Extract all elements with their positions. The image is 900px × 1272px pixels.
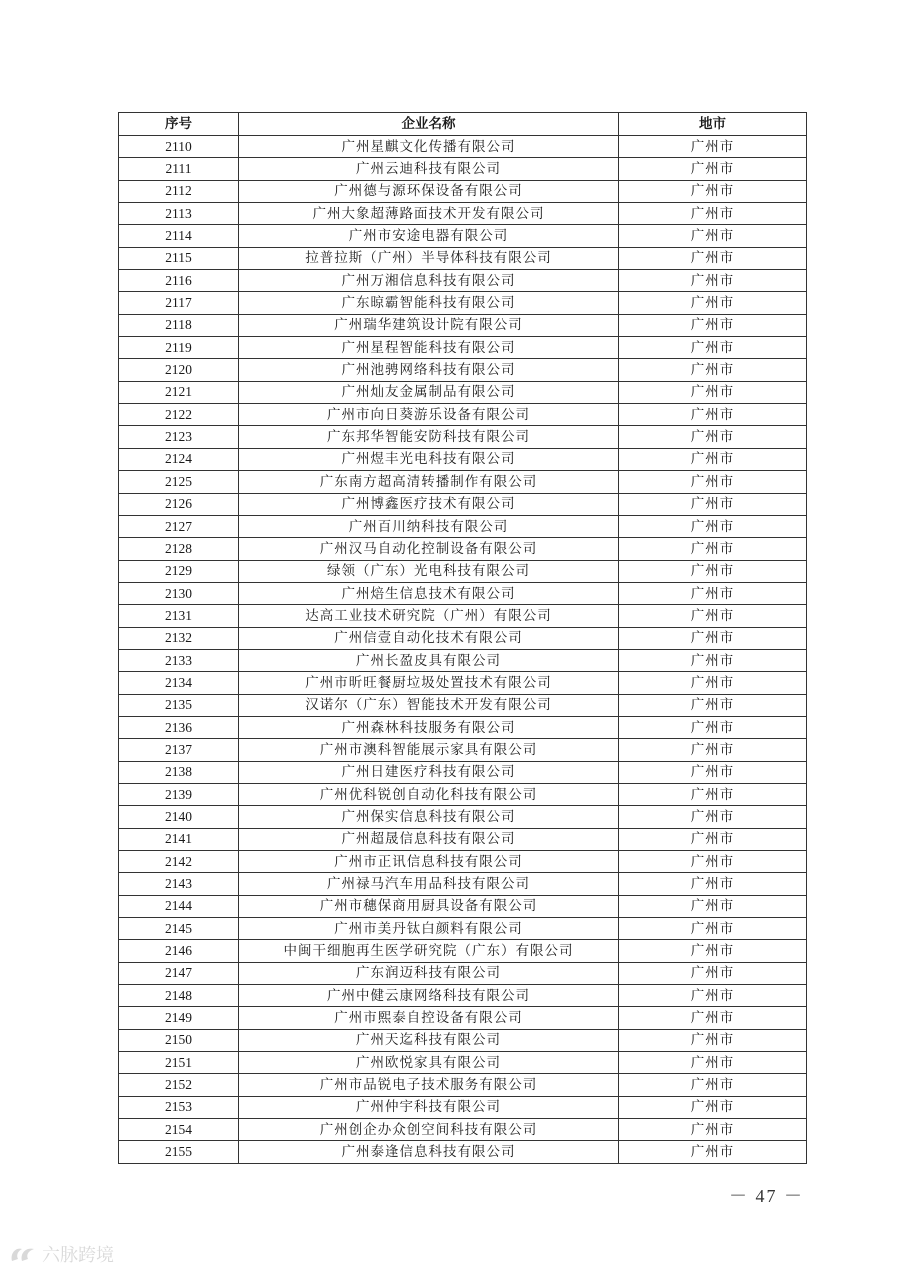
row-city: 广州市	[619, 582, 807, 604]
row-city: 广州市	[619, 828, 807, 850]
row-seq: 2130	[119, 582, 239, 604]
row-seq: 2132	[119, 627, 239, 649]
table-row	[119, 806, 807, 828]
row-seq: 2116	[119, 270, 239, 292]
row-seq: 2137	[119, 739, 239, 761]
row-company-name: 广东邦华智能安防科技有限公司	[239, 426, 619, 448]
row-seq: 2142	[119, 851, 239, 873]
row-seq: 2150	[119, 1029, 239, 1051]
row-city: 广州市	[619, 918, 807, 940]
row-city: 广州市	[619, 471, 807, 493]
row-company-name: 广州灿友金属制品有限公司	[239, 381, 619, 403]
row-city: 广州市	[619, 158, 807, 180]
row-city: 广州市	[619, 985, 807, 1007]
row-seq: 2129	[119, 560, 239, 582]
row-company-name: 广州市美丹钛白颜料有限公司	[239, 918, 619, 940]
row-city: 广州市	[619, 649, 807, 671]
row-seq: 2131	[119, 605, 239, 627]
table-row	[119, 136, 807, 158]
table-row	[119, 649, 807, 671]
row-seq: 2118	[119, 314, 239, 336]
row-city: 广州市	[619, 694, 807, 716]
row-company-name: 广州天迄科技有限公司	[239, 1029, 619, 1051]
row-company-name: 广州万湘信息科技有限公司	[239, 270, 619, 292]
row-seq: 2127	[119, 515, 239, 537]
table-row	[119, 1007, 807, 1029]
row-company-name: 广州市向日葵游乐设备有限公司	[239, 404, 619, 426]
table-row	[119, 828, 807, 850]
row-company-name: 广州汉马自动化控制设备有限公司	[239, 538, 619, 560]
header-seq: 序号	[119, 113, 239, 136]
table-row	[119, 582, 807, 604]
table-row	[119, 962, 807, 984]
row-company-name: 广州大象超薄路面技术开发有限公司	[239, 203, 619, 225]
row-city: 广州市	[619, 560, 807, 582]
row-city: 广州市	[619, 806, 807, 828]
table-row	[119, 158, 807, 180]
row-company-name: 广州市澳科智能展示家具有限公司	[239, 739, 619, 761]
table-row	[119, 270, 807, 292]
row-city: 广州市	[619, 672, 807, 694]
table-row	[119, 493, 807, 515]
row-company-name: 广州泰逢信息科技有限公司	[239, 1141, 619, 1163]
row-company-name: 汉诺尔（广东）智能技术开发有限公司	[239, 694, 619, 716]
row-seq: 2115	[119, 247, 239, 269]
row-company-name: 广州市安途电器有限公司	[239, 225, 619, 247]
row-company-name: 广州日建医疗科技有限公司	[239, 761, 619, 783]
row-seq: 2125	[119, 471, 239, 493]
table-row	[119, 739, 807, 761]
row-city: 广州市	[619, 1119, 807, 1141]
row-city: 广州市	[619, 426, 807, 448]
row-company-name: 广州优科锐创自动化科技有限公司	[239, 783, 619, 805]
row-company-name: 广州欧悦家具有限公司	[239, 1052, 619, 1074]
row-city: 广州市	[619, 1052, 807, 1074]
row-company-name: 广州禄马汽车用品科技有限公司	[239, 873, 619, 895]
row-company-name: 广州森林科技服务有限公司	[239, 716, 619, 738]
table-row	[119, 1029, 807, 1051]
row-city: 广州市	[619, 873, 807, 895]
row-company-name: 广州保实信息科技有限公司	[239, 806, 619, 828]
table-row	[119, 247, 807, 269]
row-city: 广州市	[619, 292, 807, 314]
row-seq: 2149	[119, 1007, 239, 1029]
row-seq: 2133	[119, 649, 239, 671]
table-body	[119, 136, 807, 1164]
table-row	[119, 225, 807, 247]
row-company-name: 广州创企办众创空间科技有限公司	[239, 1119, 619, 1141]
table-row	[119, 761, 807, 783]
row-company-name: 广州市正讯信息科技有限公司	[239, 851, 619, 873]
row-seq: 2141	[119, 828, 239, 850]
row-city: 广州市	[619, 225, 807, 247]
row-seq: 2147	[119, 962, 239, 984]
row-seq: 2139	[119, 783, 239, 805]
row-seq: 2148	[119, 985, 239, 1007]
row-company-name: 广东晾霸智能科技有限公司	[239, 292, 619, 314]
table-row	[119, 404, 807, 426]
row-city: 广州市	[619, 783, 807, 805]
table-row	[119, 672, 807, 694]
row-seq: 2114	[119, 225, 239, 247]
row-company-name: 广州星程智能科技有限公司	[239, 337, 619, 359]
row-seq: 2120	[119, 359, 239, 381]
watermark-text: 六脉跨境	[42, 1245, 114, 1266]
row-seq: 2126	[119, 493, 239, 515]
table-row	[119, 1074, 807, 1096]
row-seq: 2136	[119, 716, 239, 738]
row-company-name: 广州煜丰光电科技有限公司	[239, 448, 619, 470]
row-seq: 2123	[119, 426, 239, 448]
row-company-name: 广东南方超高清转播制作有限公司	[239, 471, 619, 493]
row-company-name: 广州池骋网络科技有限公司	[239, 359, 619, 381]
row-city: 广州市	[619, 605, 807, 627]
table-row	[119, 716, 807, 738]
row-city: 广州市	[619, 1096, 807, 1118]
row-city: 广州市	[619, 448, 807, 470]
row-city: 广州市	[619, 180, 807, 202]
table-row	[119, 359, 807, 381]
row-seq: 2151	[119, 1052, 239, 1074]
row-seq: 2134	[119, 672, 239, 694]
table-row	[119, 560, 807, 582]
row-city: 广州市	[619, 515, 807, 537]
row-city: 广州市	[619, 404, 807, 426]
row-seq: 2145	[119, 918, 239, 940]
table-row	[119, 448, 807, 470]
row-city: 广州市	[619, 895, 807, 917]
row-company-name: 广州中健云康网络科技有限公司	[239, 985, 619, 1007]
row-city: 广州市	[619, 761, 807, 783]
row-seq: 2128	[119, 538, 239, 560]
table-row	[119, 1052, 807, 1074]
row-company-name: 广州瑞华建筑设计院有限公司	[239, 314, 619, 336]
table-row	[119, 381, 807, 403]
row-seq: 2124	[119, 448, 239, 470]
table-header-row	[119, 113, 807, 136]
table-row	[119, 783, 807, 805]
row-city: 广州市	[619, 716, 807, 738]
row-company-name: 达高工业技术研究院（广州）有限公司	[239, 605, 619, 627]
row-company-name: 拉普拉斯（广州）半导体科技有限公司	[239, 247, 619, 269]
row-company-name: 广州市熙泰自控设备有限公司	[239, 1007, 619, 1029]
row-city: 广州市	[619, 1074, 807, 1096]
table-row	[119, 1141, 807, 1163]
row-company-name: 广州市昕旺餐厨垃圾处置技术有限公司	[239, 672, 619, 694]
table-row	[119, 180, 807, 202]
table-row	[119, 426, 807, 448]
row-seq: 2122	[119, 404, 239, 426]
row-city: 广州市	[619, 940, 807, 962]
table-row	[119, 292, 807, 314]
row-company-name: 广州仲宇科技有限公司	[239, 1096, 619, 1118]
row-company-name: 广州德与源环保设备有限公司	[239, 180, 619, 202]
row-seq: 2135	[119, 694, 239, 716]
row-company-name: 广州百川纳科技有限公司	[239, 515, 619, 537]
row-company-name: 广州市穗保商用厨具设备有限公司	[239, 895, 619, 917]
row-city: 广州市	[619, 337, 807, 359]
row-city: 广州市	[619, 962, 807, 984]
row-company-name: 广州云迪科技有限公司	[239, 158, 619, 180]
row-city: 广州市	[619, 1029, 807, 1051]
row-company-name: 广州星麒文化传播有限公司	[239, 136, 619, 158]
row-city: 广州市	[619, 1141, 807, 1163]
company-table	[118, 112, 807, 1164]
row-city: 广州市	[619, 493, 807, 515]
header-company-name: 企业名称	[239, 113, 619, 136]
page-number: － 47 －	[729, 1186, 804, 1206]
table-row	[119, 605, 807, 627]
table-row	[119, 918, 807, 940]
table-row	[119, 1119, 807, 1141]
row-seq: 2113	[119, 203, 239, 225]
row-city: 广州市	[619, 381, 807, 403]
table-row	[119, 471, 807, 493]
watermark	[8, 1240, 114, 1268]
row-company-name: 广州焙生信息技术有限公司	[239, 582, 619, 604]
row-city: 广州市	[619, 851, 807, 873]
row-seq: 2121	[119, 381, 239, 403]
header-city: 地市	[619, 113, 807, 136]
row-company-name: 广州长盈皮具有限公司	[239, 649, 619, 671]
table-row	[119, 1096, 807, 1118]
row-company-name: 中闽干细胞再生医学研究院（广东）有限公司	[239, 940, 619, 962]
row-city: 广州市	[619, 136, 807, 158]
row-seq: 2153	[119, 1096, 239, 1118]
table-row	[119, 895, 807, 917]
row-company-name: 广东润迈科技有限公司	[239, 962, 619, 984]
table-row	[119, 203, 807, 225]
row-seq: 2140	[119, 806, 239, 828]
row-company-name: 广州超晟信息科技有限公司	[239, 828, 619, 850]
table-row	[119, 337, 807, 359]
table-row	[119, 851, 807, 873]
row-city: 广州市	[619, 1007, 807, 1029]
brand-logo-icon	[8, 1243, 38, 1265]
table-row	[119, 314, 807, 336]
row-city: 广州市	[619, 203, 807, 225]
row-seq: 2119	[119, 337, 239, 359]
row-company-name: 广州市品锐电子技术服务有限公司	[239, 1074, 619, 1096]
row-city: 广州市	[619, 359, 807, 381]
row-seq: 2112	[119, 180, 239, 202]
table-row	[119, 873, 807, 895]
row-company-name: 广州博鑫医疗技术有限公司	[239, 493, 619, 515]
row-company-name: 广州信壹自动化技术有限公司	[239, 627, 619, 649]
table-row	[119, 515, 807, 537]
row-seq: 2154	[119, 1119, 239, 1141]
row-seq: 2143	[119, 873, 239, 895]
row-city: 广州市	[619, 627, 807, 649]
table-row	[119, 985, 807, 1007]
row-seq: 2144	[119, 895, 239, 917]
row-seq: 2138	[119, 761, 239, 783]
table-row	[119, 538, 807, 560]
row-city: 广州市	[619, 314, 807, 336]
row-city: 广州市	[619, 270, 807, 292]
row-seq: 2111	[119, 158, 239, 180]
row-seq: 2152	[119, 1074, 239, 1096]
row-seq: 2155	[119, 1141, 239, 1163]
row-seq: 2110	[119, 136, 239, 158]
row-city: 广州市	[619, 739, 807, 761]
row-city: 广州市	[619, 247, 807, 269]
table-row	[119, 627, 807, 649]
row-company-name: 绿领（广东）光电科技有限公司	[239, 560, 619, 582]
table-row	[119, 940, 807, 962]
row-seq: 2146	[119, 940, 239, 962]
row-city: 广州市	[619, 538, 807, 560]
row-seq: 2117	[119, 292, 239, 314]
table-row	[119, 694, 807, 716]
